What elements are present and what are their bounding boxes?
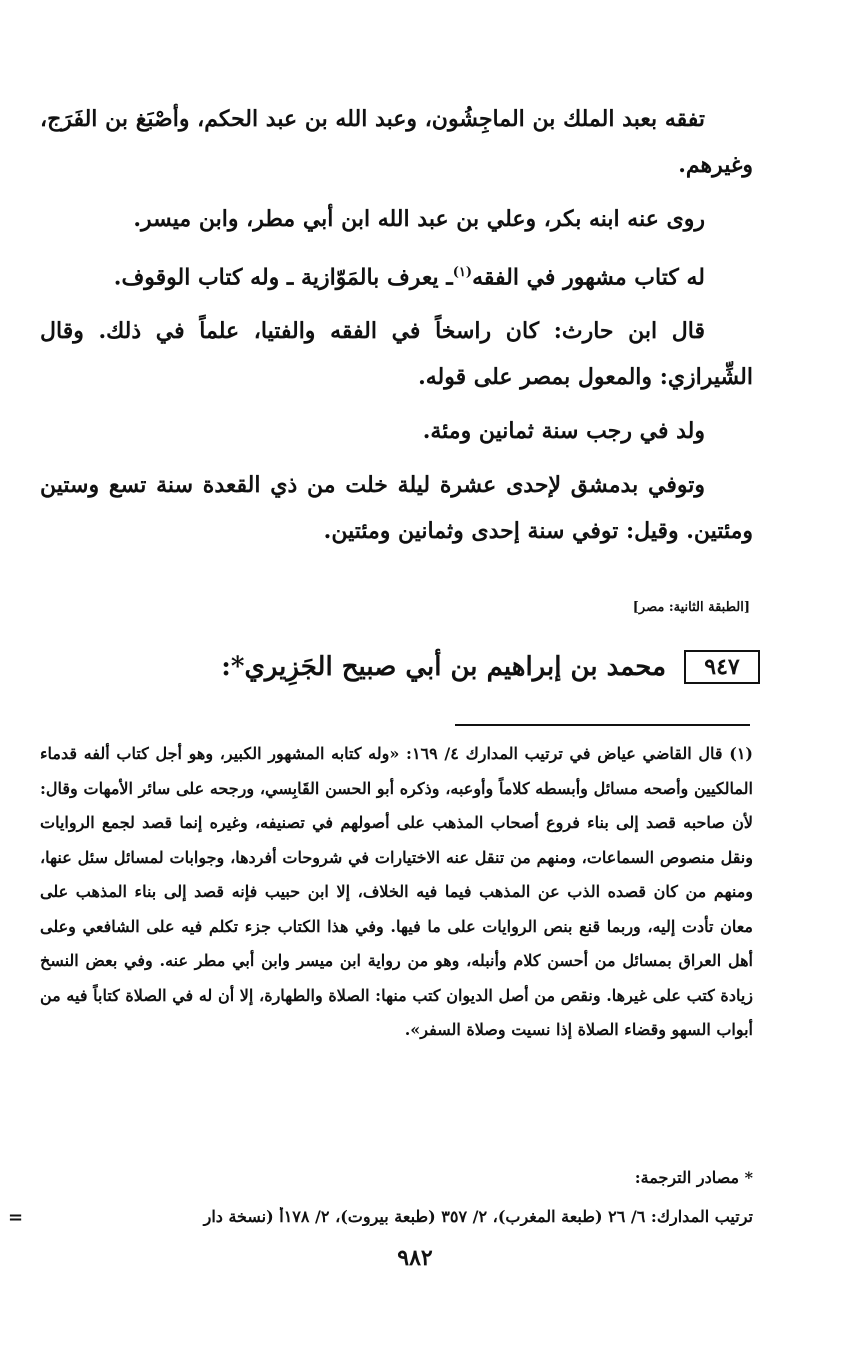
continuation-mark: =: [8, 1207, 24, 1228]
main-text: [40, 96, 753, 562]
entry-title: محمد بن إبراهيم بن أبي صبيح الجَزِيري*:: [221, 652, 666, 682]
book-text-tail: ـ يعرف بالمَوّازية ـ وله كتاب الوقوف.: [113, 264, 453, 291]
paragraph-praise: قال ابن حارث: كان راسخاً في الفقه والفتيا، علماً في ذلك. وقال الشِّيرازي: والمعول بمصر على قوله.: [40, 318, 753, 391]
book-text: له كتاب مشهور في الفقه: [472, 264, 705, 291]
paragraph-birth: ولد في رجب سنة ثمانين ومئة.: [422, 418, 705, 445]
paragraph-teachers: تفقه بعبد الملك بن الماجِشُون، وعبد الله بن عبد الحكم، وأصْبَغ بن الفَرَج، وغيرهم.: [40, 106, 753, 178]
page-number: ٩٨٢: [397, 1245, 433, 1271]
section-label: [الطبقة الثانية: مصر]: [632, 600, 750, 615]
footnote-divider: [455, 724, 750, 726]
paragraph-narrators: روى عنه ابنه بكر، وعلي بن عبد الله ابن أبي مطر، وابن ميسر.: [133, 206, 705, 232]
paragraph-death: وتوفي بدمشق لإحدى عشرة ليلة خلت من ذي القعدة سنة تسع وستين ومئتين. وقيل: توفي سنة إحدى وثمانين ومئتين.: [40, 472, 753, 545]
footnote-reference: (١): [452, 265, 473, 280]
paragraph-book: [40, 250, 753, 300]
footnote-text: (١) قال القاضي عياض في ترتيب المدارك ٤/ ١٦٩: «وله كتابه المشهور الكبير، وهو أجل كتاب ألفه قدماء المالكيين وأصحه مسائل وأبسطه كلاماً وأوعبه، وذكره أبو الحسن القَابِسي، ورجحه على سائر الأمهات وقال: لأن صاحبه قصد إلى بناء فروع أصحاب المذهب على أصولهم في تصنيفه، وغيره إنما قصد لجمع الروايات ونقل منصوص السماعات، ومنهم من تنقل عنه الاختيارات في شروحات أفردها، وجوابات لمسائل سئل عنها، ومنهم من كان قصده الذب عن المذهب فيما فيه الخلاف، إلا ابن حبيب فإنه قصد إلى بناء المذهب على معان تأدت إليه، وربما قنع بنص الروايات على ما فيها. وفي هذا الكتاب جزء تكلم فيه على الشافعي وعلى أهل العراق بمسائل من أحسن كلام وأنبله، وهو من رواية ابن ميسر وابن أبي مطر عنه. وفي بعض النسخ زيادة كتب على غيرها. ونقص من أصل الديوان كتب منها: الصلاة والطهارة، إلا أن له في الصلاة كتاباً فيه من أبواب السهو وقضاء الصلاة إذا نسيت وصلاة السفر».: [40, 744, 754, 1039]
footnote: [40, 737, 753, 1048]
sources-text: ترتيب المدارك: ٦/ ٢٦ (طبعة المغرب)، ٢/ ٣٥٧ (طبعة بيروت)، ٢/ ١٧٨أ (نسخة دار: [203, 1207, 753, 1226]
entry-heading: [180, 643, 760, 691]
entry-number: ٩٤٧: [684, 650, 760, 684]
sources-title: * مصادر الترجمة:: [634, 1168, 753, 1187]
